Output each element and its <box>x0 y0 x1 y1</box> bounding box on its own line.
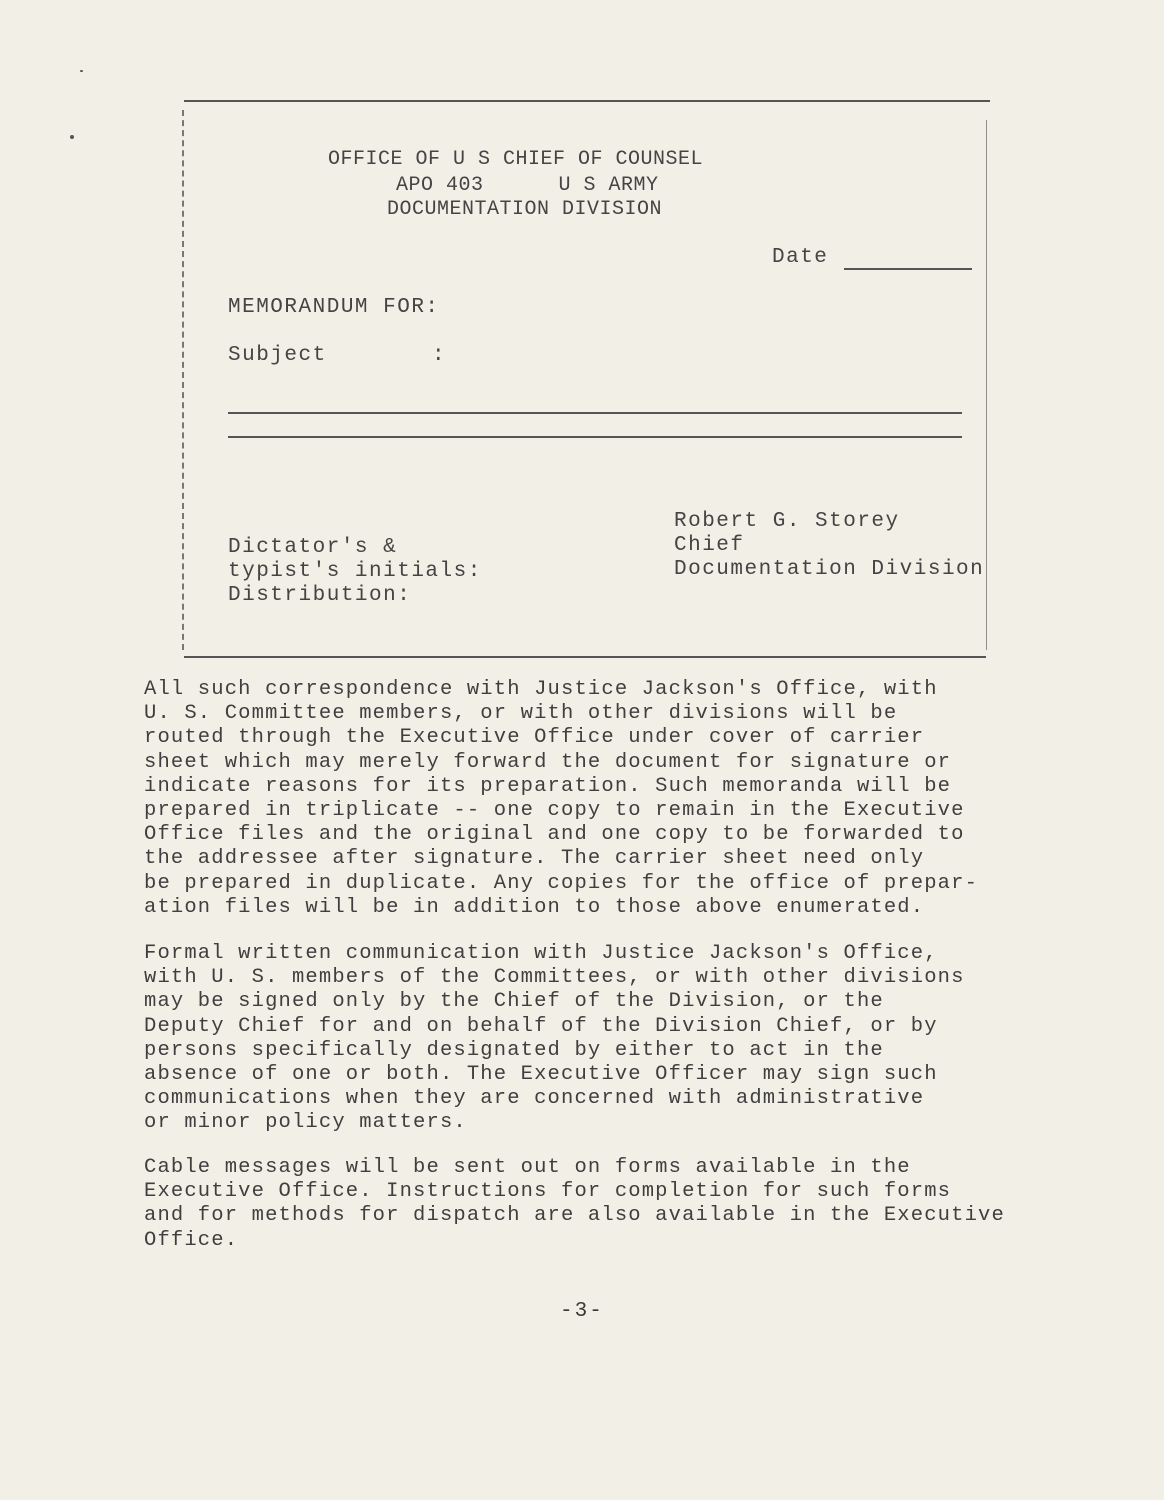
signer-division: Documentation Division <box>674 558 985 581</box>
subject-label: Subject <box>228 344 327 367</box>
paragraph-formal-communication: Formal written communication with Justice Jackson's Office, with U. S. members of the Committees, or with other divisions may be signed only by the Chief of the Division, or the Deputy Chief for and on behalf of the Division Chief, or by persons specifically designated by either to act in the absence of one or both. The Executive Officer may sign such communications when they are concerned with administrative or minor policy matters. <box>144 942 965 1135</box>
speck-mark <box>80 70 83 72</box>
paragraph-correspondence: All such correspondence with Justice Jackson's Office, with U. S. Committee members, or with other divisions will be routed through the Executive Office under cover of carrier sheet which may merely forward the document for signature or indicate reasons for its preparation. Such memoranda will be prepared in triplicate -- one copy to remain in the Executive Office files and the original and one copy to be forwarded to the addressee after signature. The carrier sheet need only be prepared in duplicate. Any copies for the office of prepar- ation files will be in addition to those above enumerated. <box>144 678 979 919</box>
form-bottom-border <box>184 656 986 658</box>
signer-name: Robert G. Storey <box>674 510 900 533</box>
subject-line-2 <box>228 436 962 438</box>
subject-colon: : <box>432 344 447 367</box>
form-left-border <box>182 110 184 650</box>
header-office: OFFICE OF U S CHIEF OF COUNSEL <box>328 148 704 171</box>
header-division: DOCUMENTATION DIVISION <box>387 198 663 221</box>
form-right-border <box>986 120 987 650</box>
header-apo: APO 403 U S ARMY <box>396 174 659 197</box>
form-top-border <box>184 100 990 102</box>
page-number: -3- <box>560 1300 604 1323</box>
signer-title: Chief <box>674 534 745 557</box>
subject-line-1 <box>228 412 962 414</box>
memorandum-form <box>182 100 988 660</box>
distribution-label: Distribution: <box>228 584 412 607</box>
dictator-label: Dictator's & <box>228 536 398 559</box>
paragraph-cable-messages: Cable messages will be sent out on forms available in the Executive Office. Instructions for completion for such forms and for methods for dispatch are also available in the Executive Office. <box>144 1156 1005 1252</box>
date-label: Date <box>772 246 829 269</box>
date-field-line <box>844 268 972 270</box>
typist-label: typist's initials: <box>228 560 482 583</box>
memorandum-label: MEMORANDUM FOR: <box>228 296 440 319</box>
speck-mark <box>70 135 74 139</box>
